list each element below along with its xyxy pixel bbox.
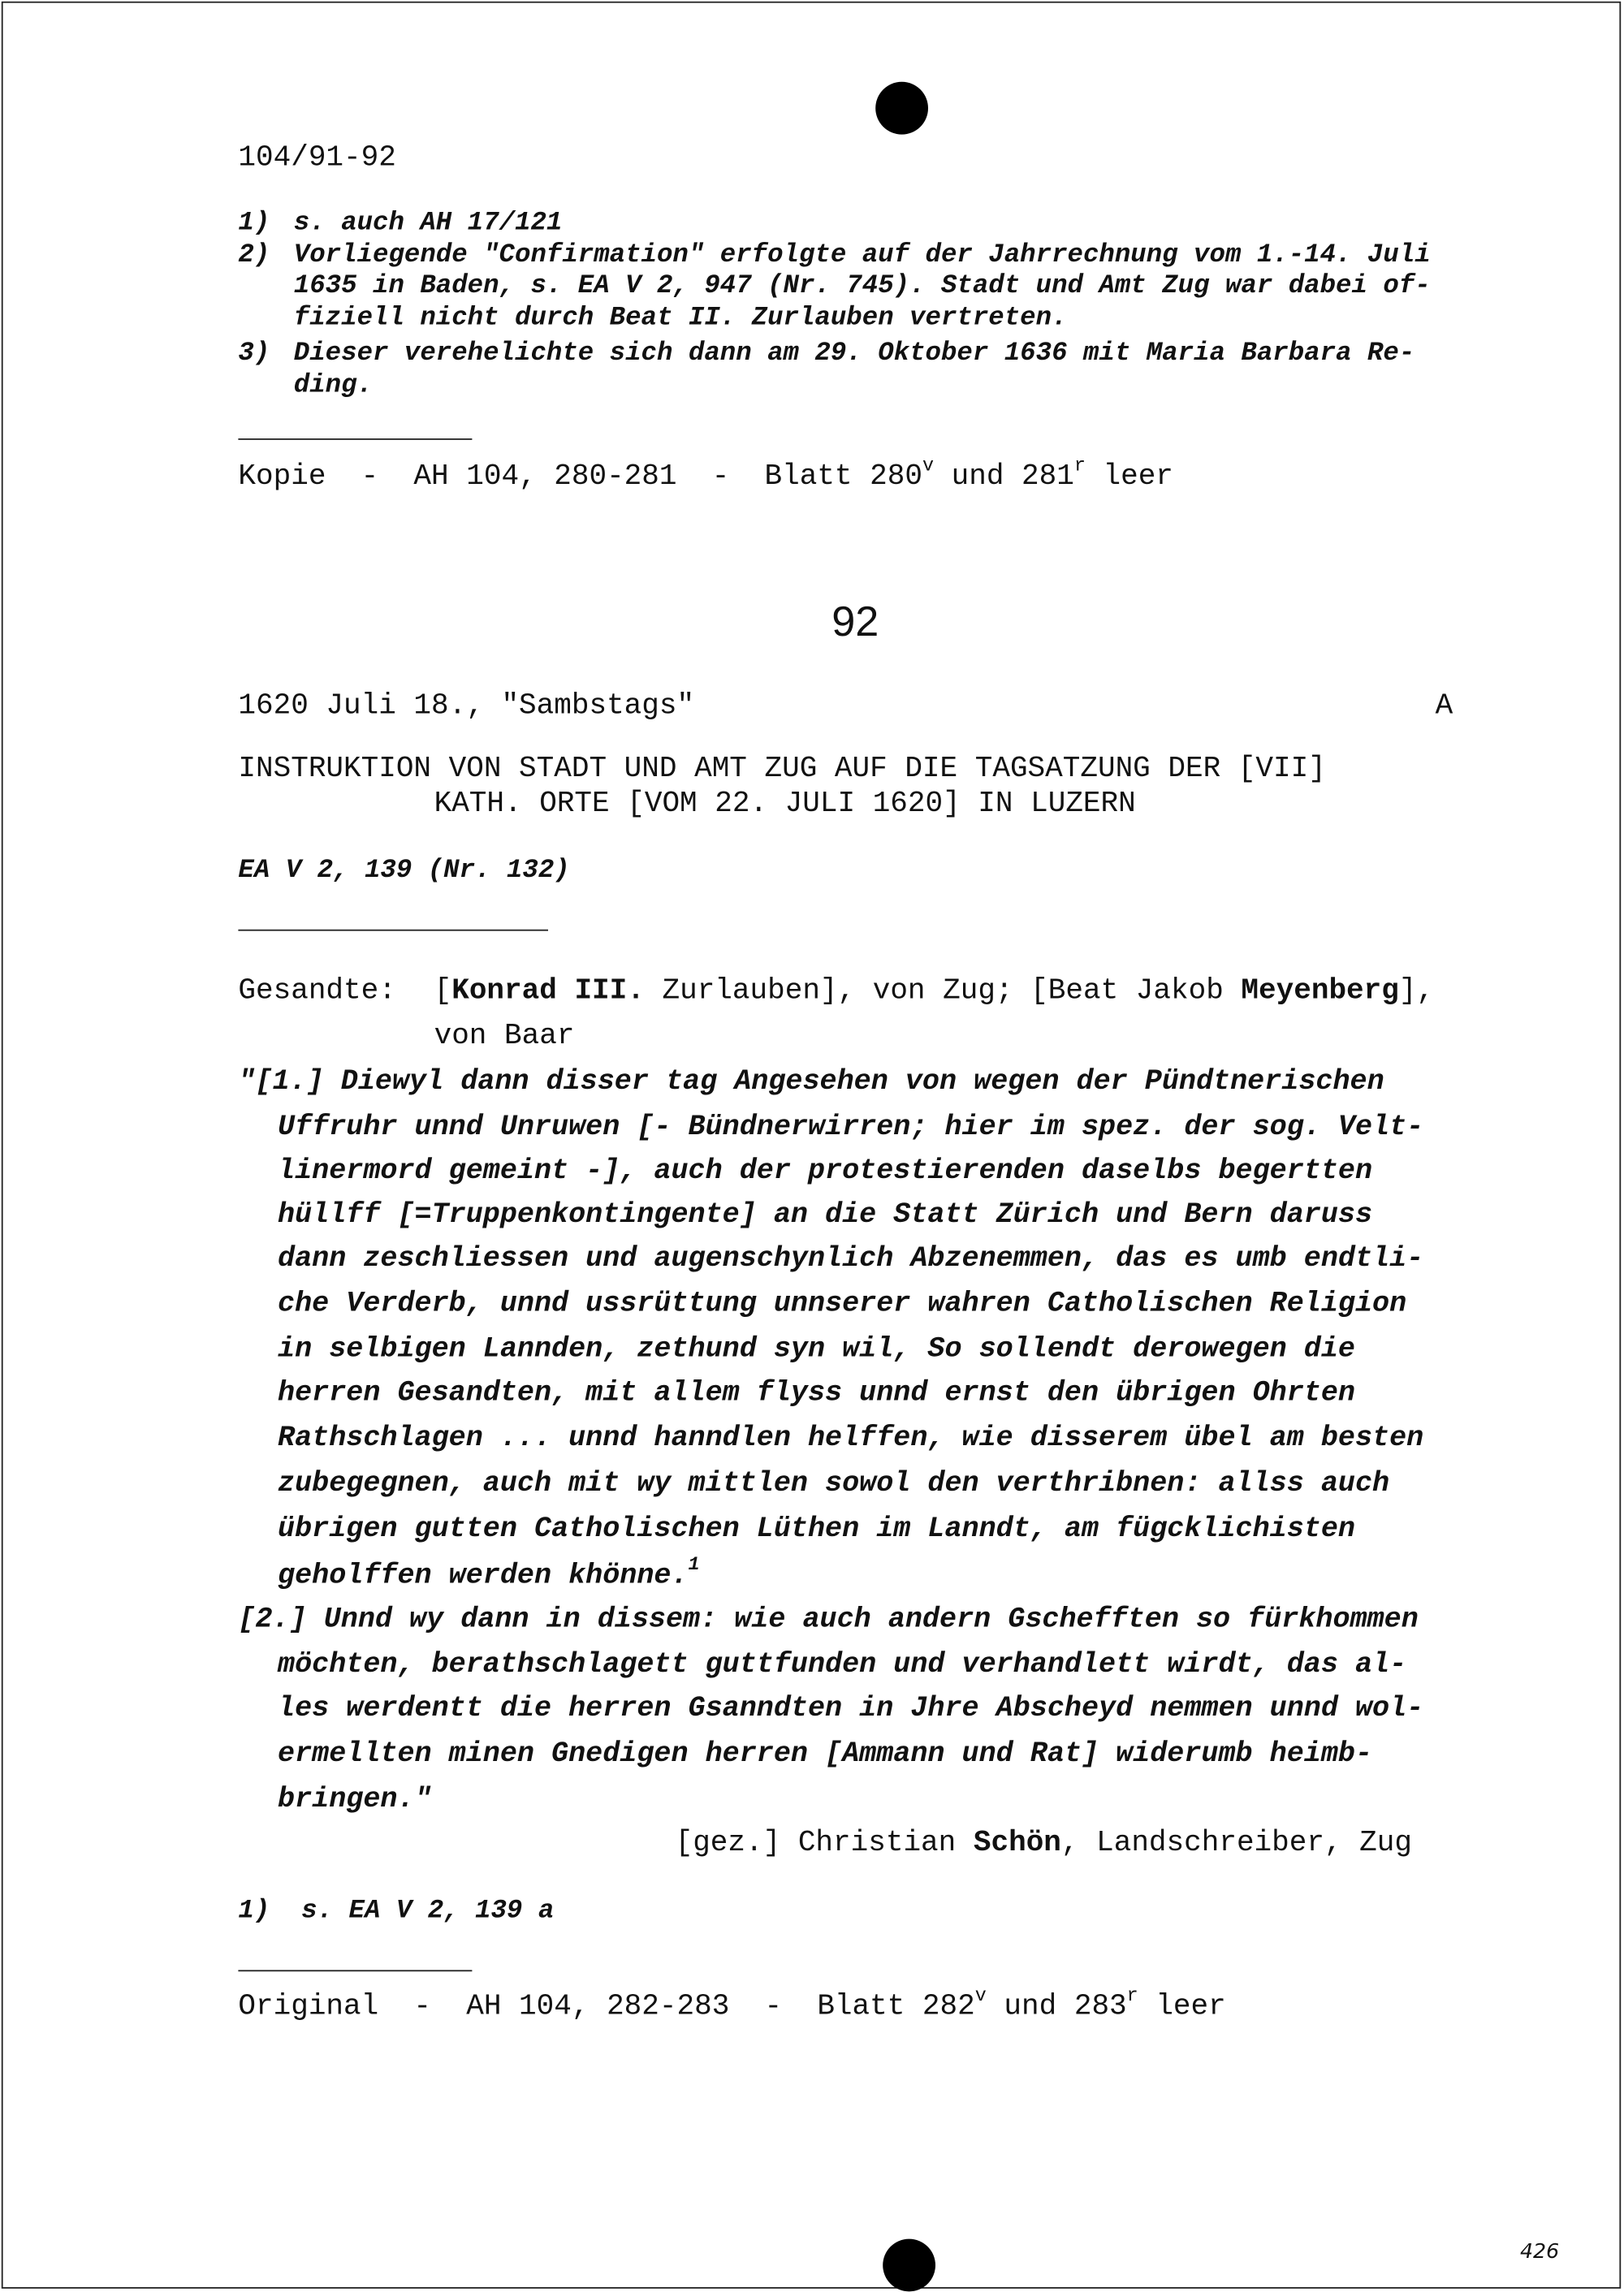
- footnote-text: fiziell nicht durch Beat II. Zurlauben vertreten.: [293, 304, 1068, 334]
- punch-hole-bottom: [883, 2239, 935, 2292]
- envoy-text: ],: [1398, 974, 1435, 1008]
- envoy-text: [: [434, 974, 452, 1008]
- body-text: geholffen werden khönne.: [278, 1559, 689, 1592]
- signature-text: [gez.] Christian: [675, 1827, 974, 1861]
- footnote-3: [238, 339, 1415, 369]
- document-number: 92: [831, 599, 879, 646]
- source-line-bottom: [238, 1984, 1226, 2024]
- source-text: und 281: [934, 460, 1074, 494]
- source-text: leer: [1085, 460, 1173, 494]
- footnote-reference: 1: [688, 1553, 700, 1576]
- header-reference: 104/91-92: [238, 141, 396, 175]
- title-line-2: KATH. ORTE [VOM 22. JULI 1620] IN LUZERN: [434, 788, 1136, 822]
- envoy-name-bold: Konrad III.: [451, 974, 645, 1008]
- body-line: in selbigen Lannden, zethund syn wil, So sollendt derowegen die: [278, 1332, 1356, 1366]
- body-line: Rathschlagen ... unnd hanndlen helffen, wie disserem übel am besten: [278, 1422, 1424, 1454]
- footnote-number: 1): [238, 209, 270, 239]
- body-line: Uffruhr unnd Unruwen [- Bündnerwirren; hier im spez. der sog. Velt-: [278, 1111, 1424, 1143]
- footnote-text: ding.: [293, 371, 374, 401]
- envoys-line-2: von Baar: [434, 1020, 575, 1054]
- footnote-3-line-2: [238, 371, 373, 400]
- citation: EA V 2, 139 (Nr. 132): [238, 856, 570, 886]
- body-line: les werdentt die herren Gsanndten in Jhre Abscheyd nemmen unnd wol-: [278, 1692, 1424, 1724]
- signature: [676, 1827, 1412, 1860]
- footnote-text: 1635 in Baden, s. EA V 2, 947 (Nr. 745). Stadt und Amt Zug war dabei of-: [293, 271, 1431, 301]
- footnote-2: [238, 241, 1430, 270]
- separator-rule: [238, 1970, 472, 1971]
- separator-rule: [238, 930, 548, 931]
- body-line: "[1.] Diewyl dann disser tag Angesehen von wegen der Pündtnerischen: [238, 1065, 1384, 1098]
- footnote-2-line-2: [238, 272, 1430, 301]
- source-text: Original - AH 104, 282-283 - Blatt 282: [238, 1990, 975, 2024]
- body-line: bringen.": [278, 1783, 432, 1815]
- footnote-number: 2): [238, 241, 270, 270]
- footnote-text: Dieser verehelichte sich dann am 29. Oktober 1636 mit Maria Barbara Re-: [293, 339, 1415, 369]
- superscript: v: [974, 1984, 987, 2007]
- body-line: [2.] Unnd wy dann in dissem: wie auch andern Gschefften so fürkhommen: [238, 1603, 1419, 1636]
- superscript: r: [1073, 454, 1086, 477]
- superscript: v: [922, 454, 935, 477]
- title-line-1: INSTRUKTION VON STADT UND AMT ZUG AUF DIE TAGSATZUNG DER [VII]: [238, 753, 1326, 787]
- category-letter: A: [1435, 689, 1453, 723]
- body-line: [278, 1553, 700, 1592]
- signature-name: Schön: [973, 1827, 1061, 1861]
- footnote-1: [238, 209, 562, 238]
- body-line: zubegegnen, auch mit wy mittlen sowol den verthribnen: allss auch: [278, 1467, 1390, 1500]
- body-line: linermord gemeint -], auch der protestierenden daselbs begertten: [278, 1155, 1373, 1187]
- superscript: r: [1126, 1984, 1138, 2007]
- envoys-names: [434, 975, 1435, 1008]
- source-text: und 283: [986, 1990, 1127, 2024]
- footnote-bottom: 1) s. EA V 2, 139 a: [238, 1897, 555, 1927]
- footnote-2-line-3: [238, 304, 1067, 333]
- footnote-text: s. auch AH 17/121: [293, 209, 563, 239]
- body-line: hüllff [=Truppenkontingente] an die Statt Zürich und Bern daruss: [278, 1198, 1373, 1231]
- separator-rule: [238, 438, 472, 440]
- body-line: dann zeschliessen und augenschynlich Abzenemmen, das es umb endtli-: [278, 1242, 1424, 1275]
- source-text: Kopie - AH 104, 280-281 - Blatt 280: [238, 460, 922, 494]
- source-text: leer: [1138, 1990, 1226, 2024]
- body-line: ermellten minen Gnedigen herren [Ammann und Rat] widerumb heimb-: [278, 1737, 1373, 1770]
- body-line: übrigen gutten Catholischen Lüthen im Lanndt, am fügcklichisten: [278, 1513, 1356, 1545]
- envoy-text: Zurlauben], von Zug; [Beat Jakob: [644, 974, 1242, 1008]
- date-line: 1620 Juli 18., "Sambstags": [238, 689, 695, 723]
- body-line: herren Gesandten, mit allem flyss unnd ernst den übrigen Ohrten: [278, 1376, 1356, 1409]
- punch-hole-top: [875, 82, 928, 135]
- footnote-text: Vorliegende "Confirmation" erfolgte auf der Jahrrechnung vom 1.-14. Juli: [293, 241, 1431, 270]
- footnote-number: 3): [238, 339, 270, 369]
- signature-text: , Landschreiber, Zug: [1060, 1827, 1412, 1861]
- envoy-name-bold: Meyenberg: [1241, 974, 1399, 1008]
- body-line: che Verderb, unnd ussrüttung unnserer wahren Catholischen Religion: [278, 1287, 1407, 1320]
- envoys-label: Gesandte:: [238, 974, 396, 1008]
- source-line-top: [238, 454, 1173, 494]
- page-number: 426: [1520, 2240, 1560, 2264]
- body-line: möchten, berathschlagett guttfunden und verhandlett wirdt, das al-: [278, 1648, 1407, 1681]
